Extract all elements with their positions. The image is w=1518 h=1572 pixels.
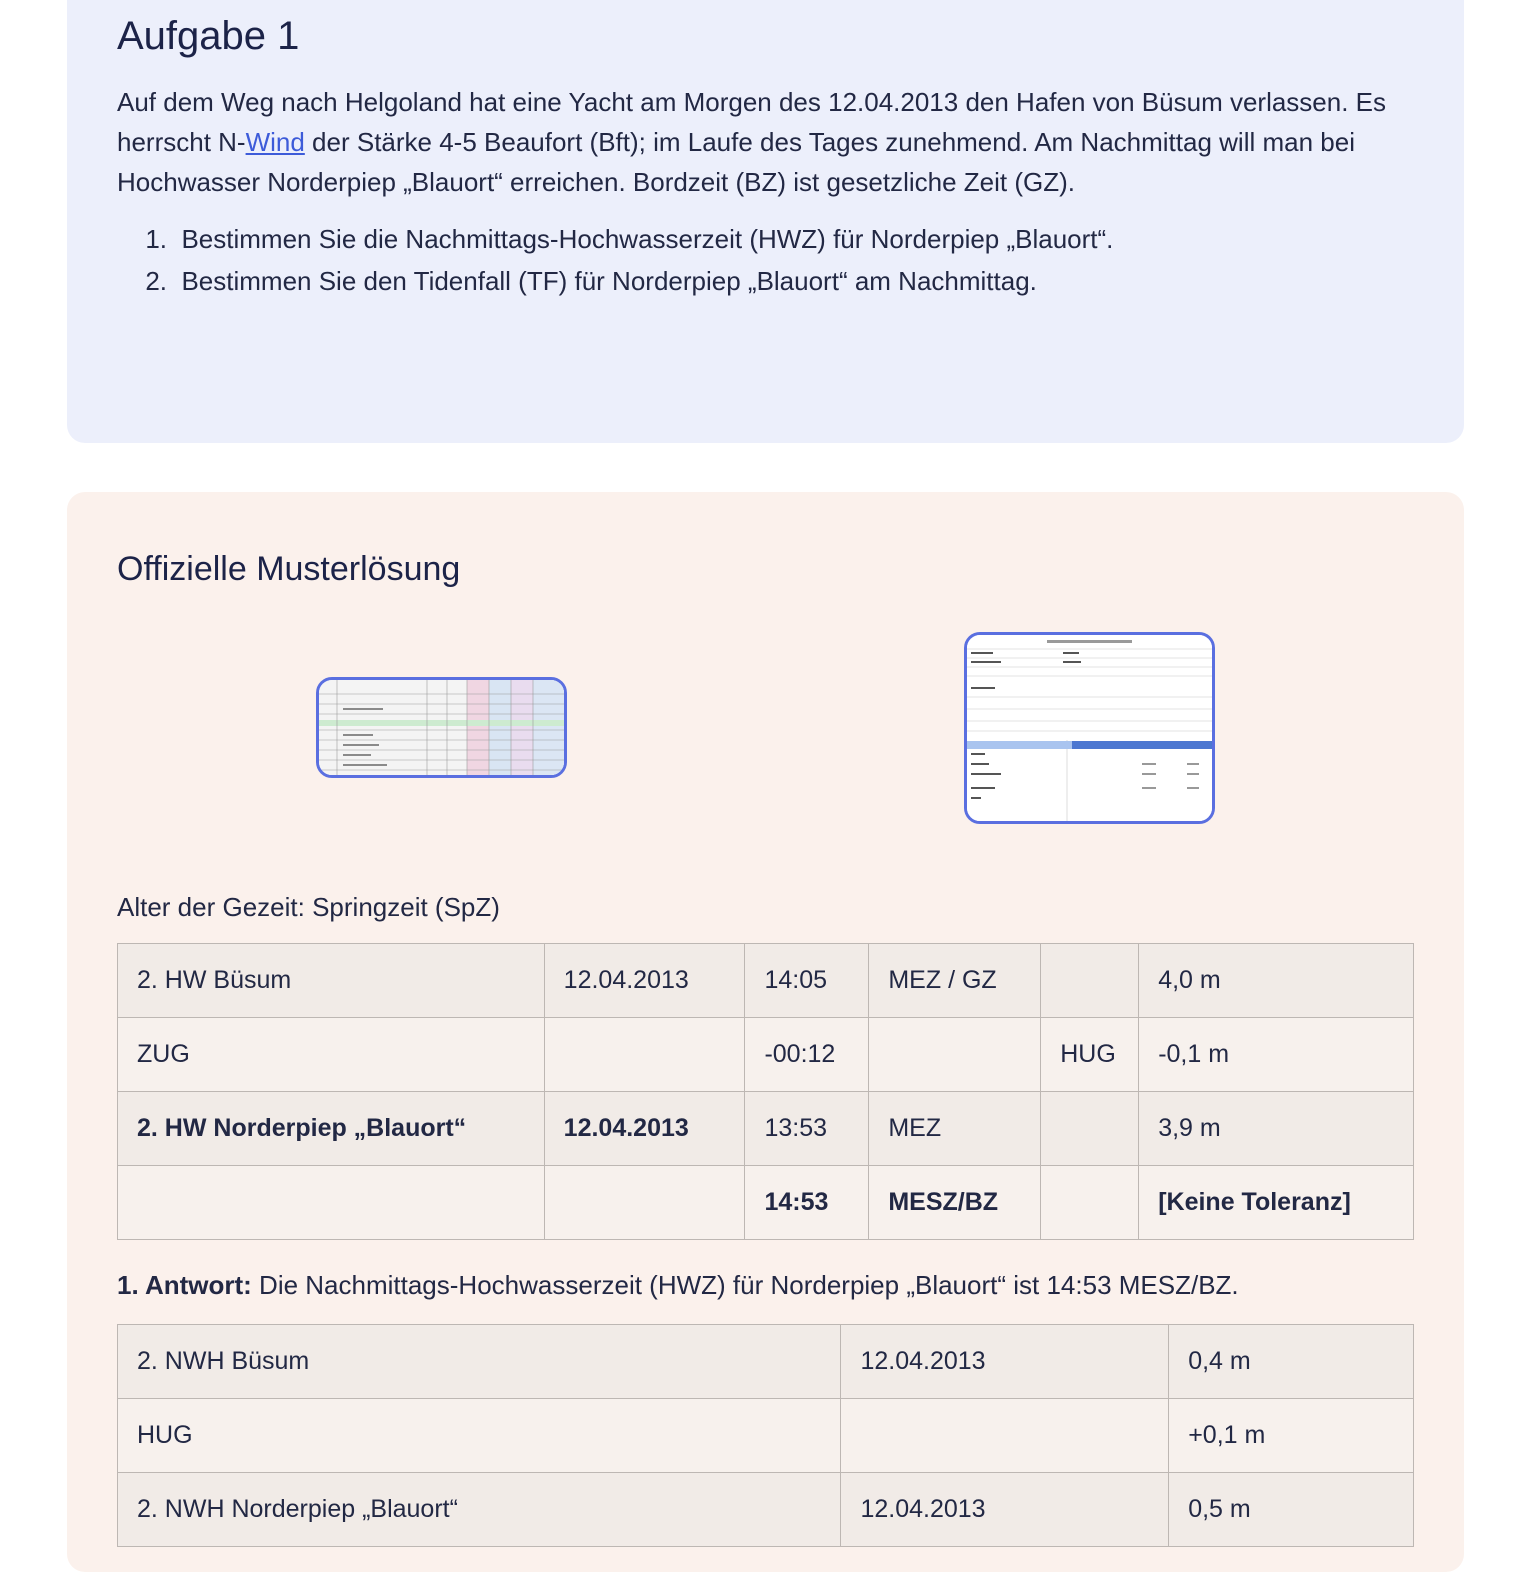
answer-text: Die Nachmittags-Hochwasserzeit (HWZ) für Norderpiep „Blauort“ ist 14:53 MESZ/BZ. (251, 1270, 1239, 1300)
tide-table-preview-icon (319, 680, 564, 775)
solution-title: Offizielle Musterlösung (117, 550, 461, 588)
task-text-a: Auf dem Weg nach Helgoland hat eine Yacht am Morgen des 12.04.2013 den Hafen von Büsum verlassen. Es herrscht N- (117, 87, 1387, 157)
question-item (117, 260, 1113, 302)
table-cell: MESZ/BZ (869, 1166, 1041, 1240)
table-row (118, 1473, 1414, 1547)
solution-card (67, 492, 1464, 1572)
table-cell: 13:53 (745, 1092, 869, 1166)
answer-label: 1. Antwort: (117, 1270, 252, 1300)
task-card (67, 0, 1464, 443)
wind-link[interactable]: Wind (245, 127, 305, 157)
table-cell: 12.04.2013 (841, 1473, 1169, 1547)
table-cell: ZUG (118, 1018, 545, 1092)
table-cell (869, 1018, 1041, 1092)
tide-table-thumbnail[interactable] (316, 677, 567, 778)
table-cell (1041, 1166, 1139, 1240)
question-text: Bestimmen Sie den Tidenfall (TF) für Norderpiep „Blauort“ am Nachmittag. (181, 266, 1037, 296)
task-text-b: der Stärke 4-5 Beaufort (Bft); im Laufe des Tages zunehmend. Am Nachmittag will man bei Hochwasser Norderpiep „Blauort“ erreichen. Bordzeit (BZ) ist gesetzliche Zeit (GZ). (117, 127, 1355, 197)
table-row (118, 1166, 1414, 1240)
table-row (118, 1018, 1414, 1092)
table-cell: -00:12 (745, 1018, 869, 1092)
table-row (118, 1399, 1414, 1473)
tide-age-label: Alter der Gezeit: Springzeit (SpZ) (117, 892, 500, 922)
answer-1 (117, 1270, 1239, 1301)
table-cell: MEZ (869, 1092, 1041, 1166)
table-cell: [Keine Toleranz] (1139, 1166, 1414, 1240)
table-cell: 12.04.2013 (544, 1092, 745, 1166)
table-cell: 2. NWH Büsum (118, 1325, 841, 1399)
table-cell (1041, 944, 1139, 1018)
table-cell: +0,1 m (1169, 1399, 1414, 1473)
task-description (117, 82, 1437, 202)
task-title: Aufgabe 1 (117, 14, 300, 58)
question-list (117, 218, 1113, 302)
table-cell: -0,1 m (1139, 1018, 1414, 1092)
question-text: Bestimmen Sie die Nachmittags-Hochwasserzeit (HWZ) für Norderpiep „Blauort“. (181, 224, 1114, 254)
table-cell: 2. HW Büsum (118, 944, 545, 1018)
table-cell: 0,5 m (1169, 1473, 1414, 1547)
high-water-table (117, 943, 1414, 1240)
table-cell (1041, 1092, 1139, 1166)
table-cell (118, 1166, 545, 1240)
table-row (118, 944, 1414, 1018)
table-cell (841, 1399, 1169, 1473)
table-cell: 0,4 m (1169, 1325, 1414, 1399)
table-cell: 3,9 m (1139, 1092, 1414, 1166)
question-item (117, 218, 1113, 260)
table-cell: 14:05 (745, 944, 869, 1018)
low-water-table (117, 1324, 1414, 1547)
table-cell: 2. HW Norderpiep „Blauort“ (118, 1092, 545, 1166)
table-cell: 14:53 (745, 1166, 869, 1240)
question-number: 2. (145, 266, 167, 296)
tide-calculation-form-thumbnail[interactable] (964, 632, 1215, 824)
table-cell: 12.04.2013 (544, 944, 745, 1018)
table-cell (544, 1018, 745, 1092)
table-cell: 12.04.2013 (841, 1325, 1169, 1399)
question-number: 1. (145, 224, 167, 254)
table-row (118, 1325, 1414, 1399)
table-cell: 4,0 m (1139, 944, 1414, 1018)
tide-form-preview-icon (967, 635, 1212, 821)
table-cell: HUG (1041, 1018, 1139, 1092)
table-cell: HUG (118, 1399, 841, 1473)
table-row (118, 1092, 1414, 1166)
table-cell: MEZ / GZ (869, 944, 1041, 1018)
table-cell (544, 1166, 745, 1240)
table-cell: 2. NWH Norderpiep „Blauort“ (118, 1473, 841, 1547)
